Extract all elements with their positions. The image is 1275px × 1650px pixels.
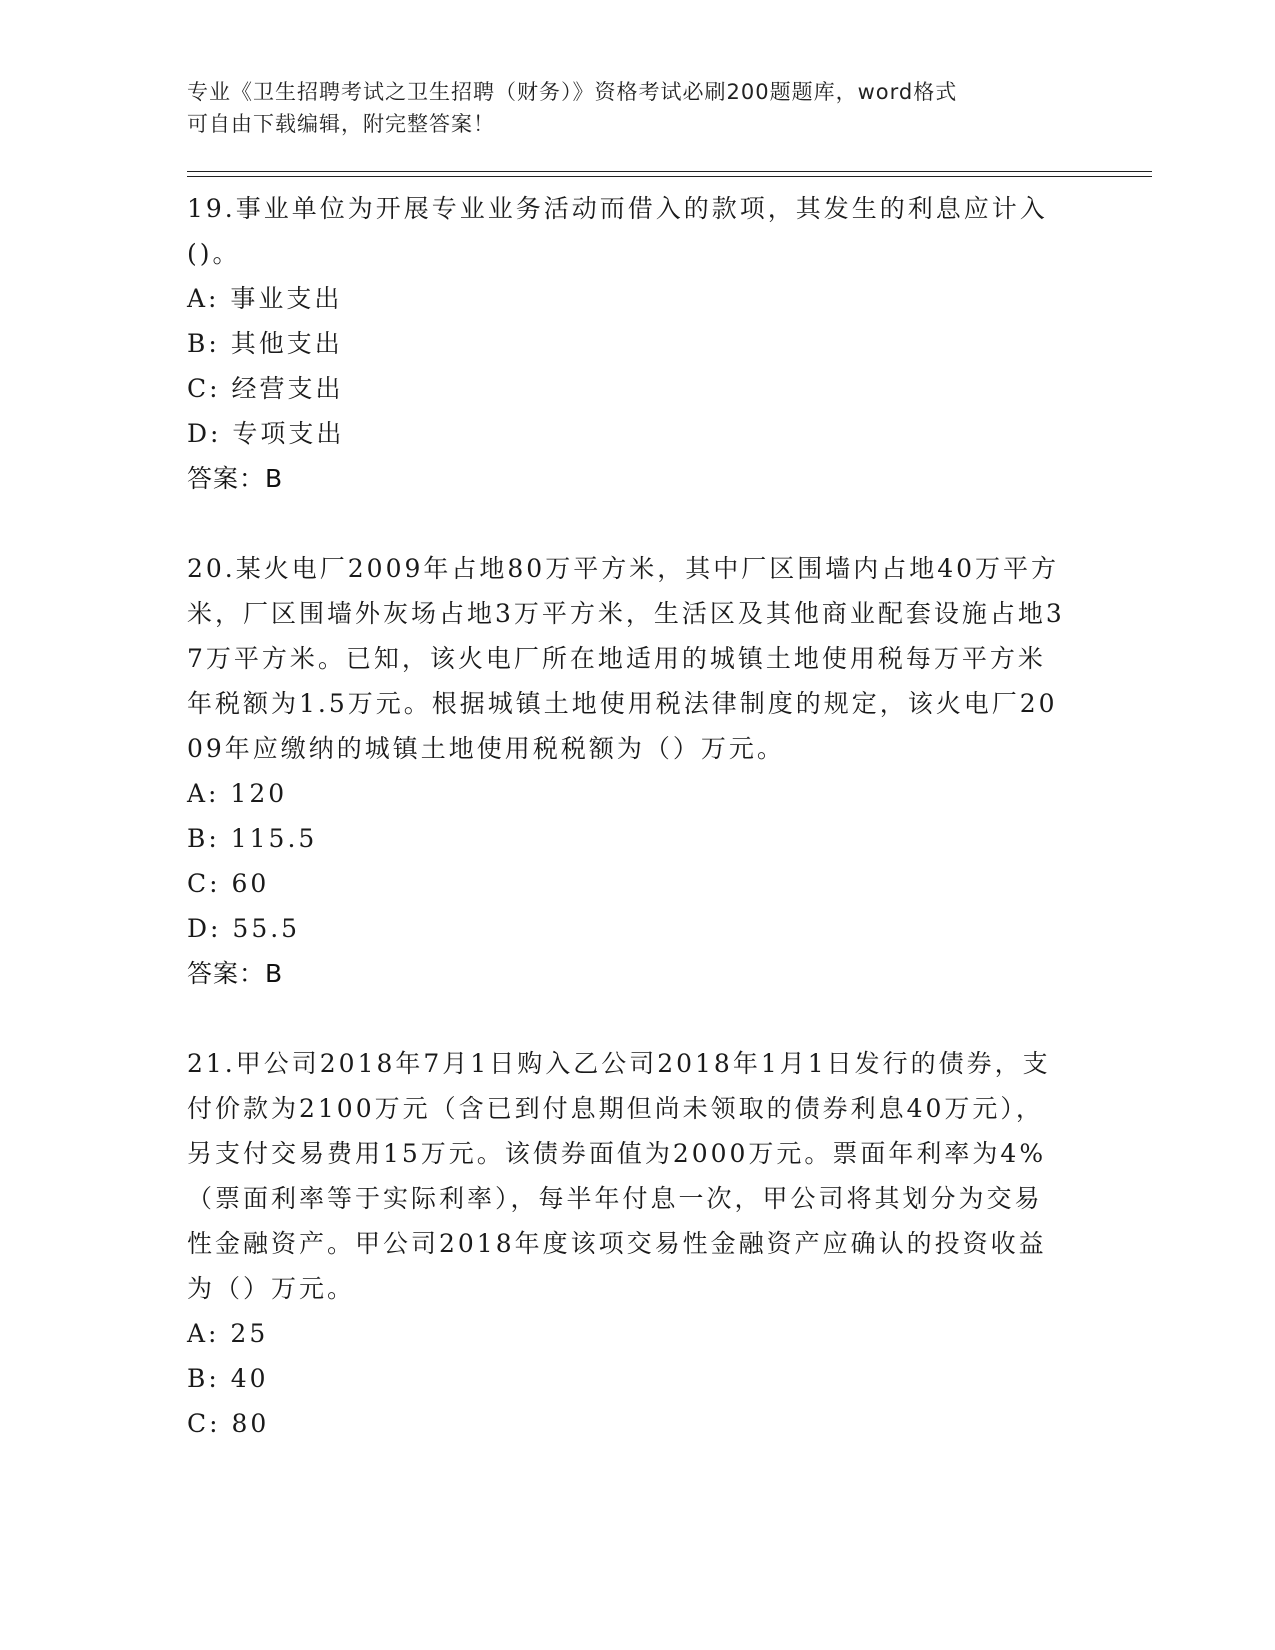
option-d: D: 专项支出: [187, 419, 345, 448]
question-19: [187, 186, 1067, 501]
question-20: [187, 546, 1067, 996]
header-line-1: 专业《卫生招聘考试之卫生招聘（财务）》资格考试必刷200题题库，word格式: [187, 80, 958, 104]
header-divider-bottom: [187, 176, 1152, 177]
question-list: [187, 186, 1067, 1446]
question-text: 21.甲公司2018年7月1日购入乙公司2018年1月1日发行的债券，支付价款为2100万元（含已到付息期但尚未领取的债券利息40万元），另支付交易费用15万元。该债券面值为2000万元。票面年利率为4%（票面利率等于实际利率），每半年付息一次，甲公司将其划分为交易性金融资产。甲公司2018年度该项交易性金融资产应确认的投资收益为（）万元。: [187, 1049, 1051, 1303]
option-a: A: 事业支出: [187, 284, 343, 313]
answer-line: 答案：B: [187, 959, 284, 988]
question-spacer: [187, 501, 1067, 546]
answer-line: 答案：B: [187, 464, 284, 493]
option-c: C: 80: [187, 1409, 270, 1438]
option-b: B: 115.5: [187, 824, 318, 853]
header-divider-top: [187, 171, 1152, 172]
option-b: B: 40: [187, 1364, 269, 1393]
option-a: A: 25: [187, 1319, 269, 1348]
option-a: A: 120: [187, 779, 288, 808]
question-spacer: [187, 996, 1067, 1041]
header-line-2: 可自由下载编辑，附完整答案！: [187, 112, 495, 136]
question-text: 19.事业单位为开展专业业务活动而借入的款项，其发生的利息应计入()。: [187, 194, 1048, 268]
option-c: C: 60: [187, 869, 270, 898]
question-21: [187, 1041, 1067, 1446]
option-d: D: 55.5: [187, 914, 301, 943]
question-text: 20.某火电厂2009年占地80万平方米，其中厂区围墙内占地40万平方米，厂区围墙外灰场占地3万平方米，生活区及其他商业配套设施占地37万平方米。已知，该火电厂所在地适用的城镇土地使用税每万平方米年税额为1.5万元。根据城镇土地使用税法律制度的规定，该火电厂2009年应缴纳的城镇土地使用税税额为（）万元。: [187, 554, 1065, 763]
option-b: B: 其他支出: [187, 329, 343, 358]
option-c: C: 经营支出: [187, 374, 344, 403]
document-header: [187, 76, 1067, 140]
